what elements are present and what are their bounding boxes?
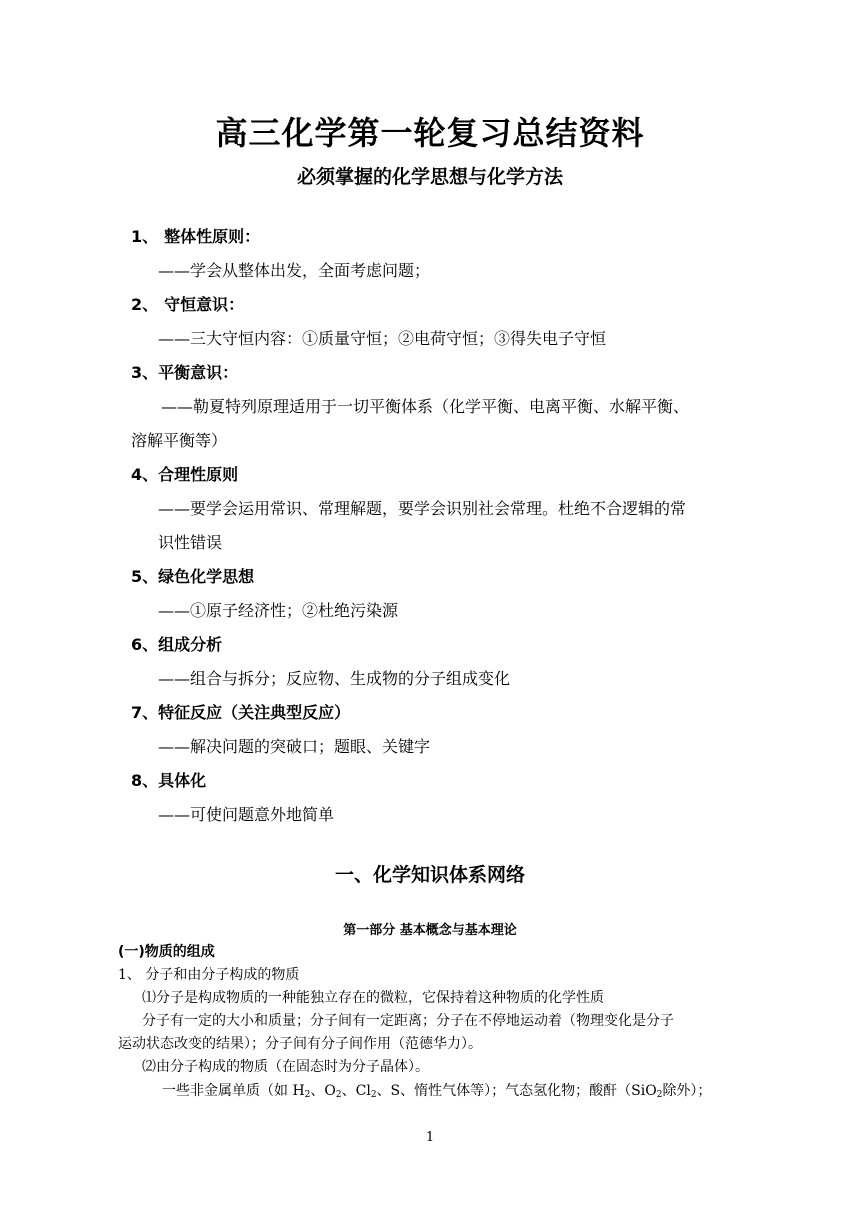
text-run: 、O (310, 1083, 336, 1099)
principle-heading (131, 360, 238, 383)
section-title: 一、化学知识体系网络 (334, 864, 525, 886)
principle-title: 特征反应（关注典型反应） (158, 703, 351, 722)
principle-desc: ——解决问题的突破口；题眼、关键字 (158, 737, 431, 756)
principle-title: 组成分析 (158, 635, 223, 654)
page-subtitle: 必须掌握的化学思想与化学方法 (296, 166, 563, 188)
principle-heading (131, 700, 350, 723)
principle-number: 5、 (131, 567, 159, 586)
subscript: 2 (335, 1090, 342, 1100)
principle-number: 3、 (131, 363, 159, 382)
page-title: 高三化学第一轮复习总结资料 (215, 114, 645, 152)
principle-desc: ——可使问题意外地简单 (158, 805, 335, 824)
principle-desc-line2: 溶解平衡等） (131, 431, 228, 450)
principle-heading (131, 768, 206, 791)
principle-desc-line2: 识性错误 (158, 533, 223, 552)
principle-desc: ——组合与拆分；反应物、生成物的分子组成变化 (158, 669, 511, 688)
subscript: 2 (656, 1090, 663, 1100)
principle-title: 整体性原则： (164, 227, 261, 246)
principle-heading (131, 224, 260, 247)
page-number: 1 (425, 1130, 435, 1145)
principle-number: 2、 (131, 295, 159, 314)
principle-desc-line1: ——勒夏特列原理适用于一切平衡体系（化学平衡、电离平衡、水解平衡、 (161, 397, 690, 416)
principle-desc: ——三大守恒内容：①质量守恒；②电荷守恒；③得失电子守恒 (158, 329, 607, 348)
principle-heading (131, 462, 238, 485)
principle-title: 绿色化学思想 (158, 567, 255, 586)
part-title: 第一部分 基本概念与基本理论 (343, 923, 517, 938)
paragraph: 运动状态改变的结果）；分子间有分子间作用（范德华力）。 (118, 1036, 482, 1052)
principle-number: 7、 (131, 703, 159, 722)
principle-heading (131, 564, 254, 587)
subsection-heading: (一)物质的组成 (118, 944, 215, 960)
principle-title: 合理性原则 (158, 465, 239, 484)
text-run: 、S、惰性气体等）；气态氢化物；酸酐（SiO (376, 1083, 657, 1099)
list-item: 1、 分子和由分子构成的物质 (118, 967, 300, 983)
paragraph: 分子有一定的大小和质量；分子间有一定距离；分子在不停地运动着（物理变化是分子 (142, 1013, 674, 1029)
principle-desc: ——学会从整体出发，全面考虑问题； (158, 261, 431, 280)
paragraph (162, 1080, 711, 1100)
principle-number: 6、 (131, 635, 159, 654)
principle-desc-line1: ——要学会运用常识、常理解题，要学会识别社会常理。杜绝不合逻辑的常 (158, 499, 687, 518)
principle-title: 平衡意识： (158, 363, 239, 382)
paragraph: ⑵由分子构成的物质（在固态时为分子晶体）。 (142, 1059, 429, 1075)
paragraph: ⑴分子是构成物质的一种能独立存在的微粒，它保持着这种物质的化学性质 (142, 990, 604, 1006)
text-run: 一些非金属单质（如 H (162, 1083, 305, 1099)
principle-heading (131, 632, 222, 655)
principle-desc: ——①原子经济性；②杜绝污染源 (158, 601, 399, 620)
subscript: 2 (304, 1090, 311, 1100)
principle-number: 8、 (131, 771, 159, 790)
principle-title: 具体化 (158, 771, 207, 790)
principle-number: 4、 (131, 465, 159, 484)
principle-number: 1、 (131, 227, 159, 246)
principle-title: 守恒意识： (164, 295, 245, 314)
principle-heading (131, 292, 244, 315)
subscript: 2 (370, 1090, 377, 1100)
text-run: 、Cl (341, 1083, 371, 1099)
text-run: 除外）； (662, 1083, 712, 1099)
